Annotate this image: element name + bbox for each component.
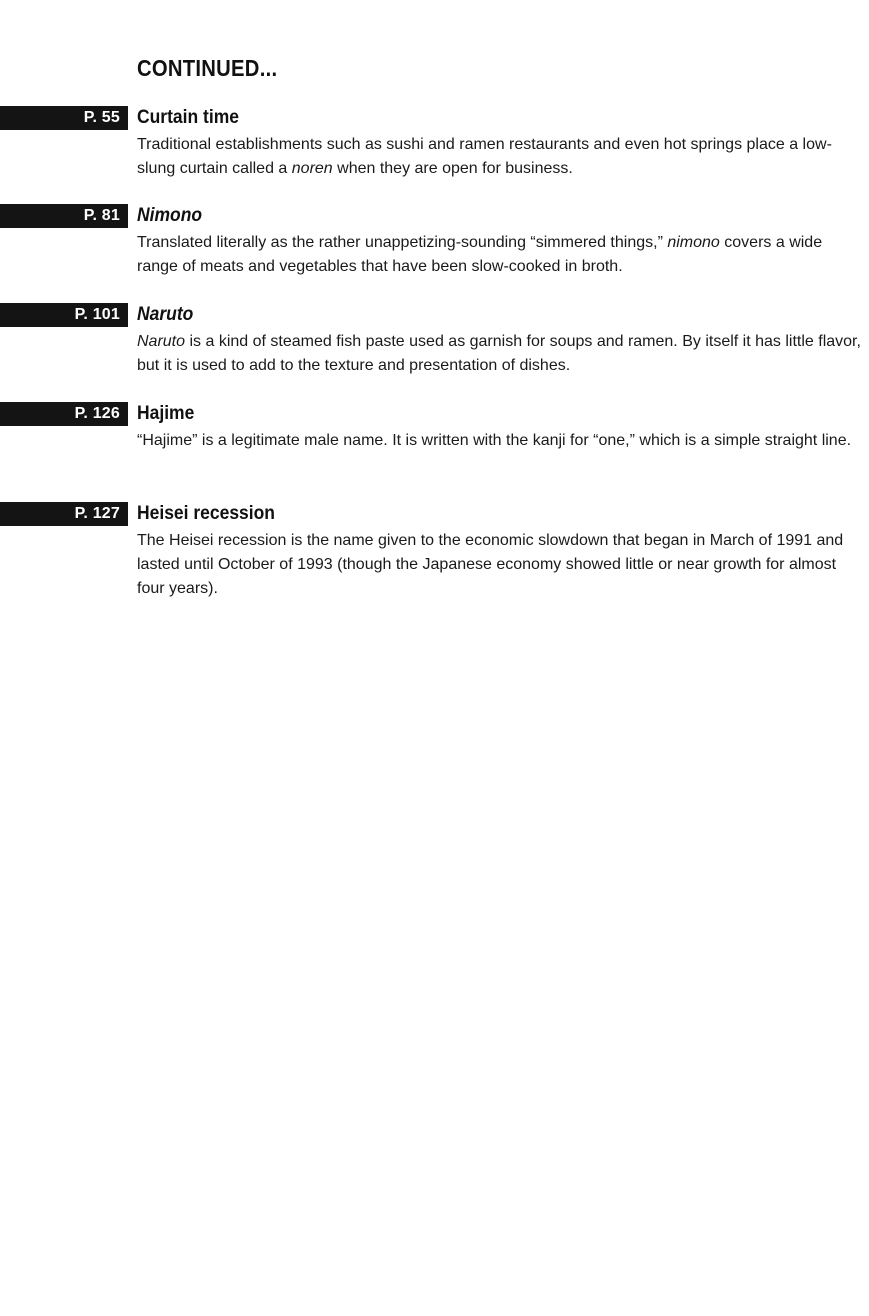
glossary-term: Heisei recession bbox=[137, 503, 275, 524]
description-text: The Heisei recession is the name given to the economic slowdown that began in March of 1991 and lasted until October of 1993 (though the Japanese economy showed little or near growth for almost four years). bbox=[137, 532, 844, 597]
description-text: “Hajime” is a legitimate male name. It is written with the kanji for “one,” which is a simple straight line. bbox=[137, 432, 852, 449]
glossary-description bbox=[137, 429, 865, 453]
page-heading: CONTINUED... bbox=[137, 55, 278, 81]
glossary-term: Curtain time bbox=[137, 107, 239, 128]
glossary-description bbox=[137, 133, 865, 181]
description-text: covers a wide range of meats and vegetables that have been slow-cooked in broth. bbox=[137, 234, 823, 275]
description-emphasis: Naruto bbox=[137, 333, 186, 350]
glossary-term: Naruto bbox=[137, 304, 194, 325]
glossary-description bbox=[137, 330, 865, 378]
page-number-tag: P. 126 bbox=[0, 402, 128, 426]
description-text: Traditional establishments such as sushi and ramen restaurants and even hot springs place a low-slung curtain called a bbox=[137, 136, 832, 177]
description-text: Translated literally as the rather unappetizing-sounding “simmered things,” bbox=[137, 234, 668, 251]
glossary-term: Nimono bbox=[137, 205, 203, 226]
glossary-description bbox=[137, 529, 865, 601]
description-text: when they are open for business. bbox=[332, 160, 573, 177]
description-emphasis: nimono bbox=[667, 234, 720, 251]
glossary-description bbox=[137, 231, 865, 279]
description-emphasis: noren bbox=[291, 160, 333, 177]
description-text: is a kind of steamed fish paste used as garnish for soups and ramen. By itself it has little flavor, but it is used to add to the texture and presentation of dishes. bbox=[137, 333, 861, 374]
glossary-term: Hajime bbox=[137, 403, 195, 424]
page-number-tag: P. 127 bbox=[0, 502, 128, 526]
page-number-tag: P. 101 bbox=[0, 303, 128, 327]
page-number-tag: P. 81 bbox=[0, 204, 128, 228]
page-number-tag: P. 55 bbox=[0, 106, 128, 130]
